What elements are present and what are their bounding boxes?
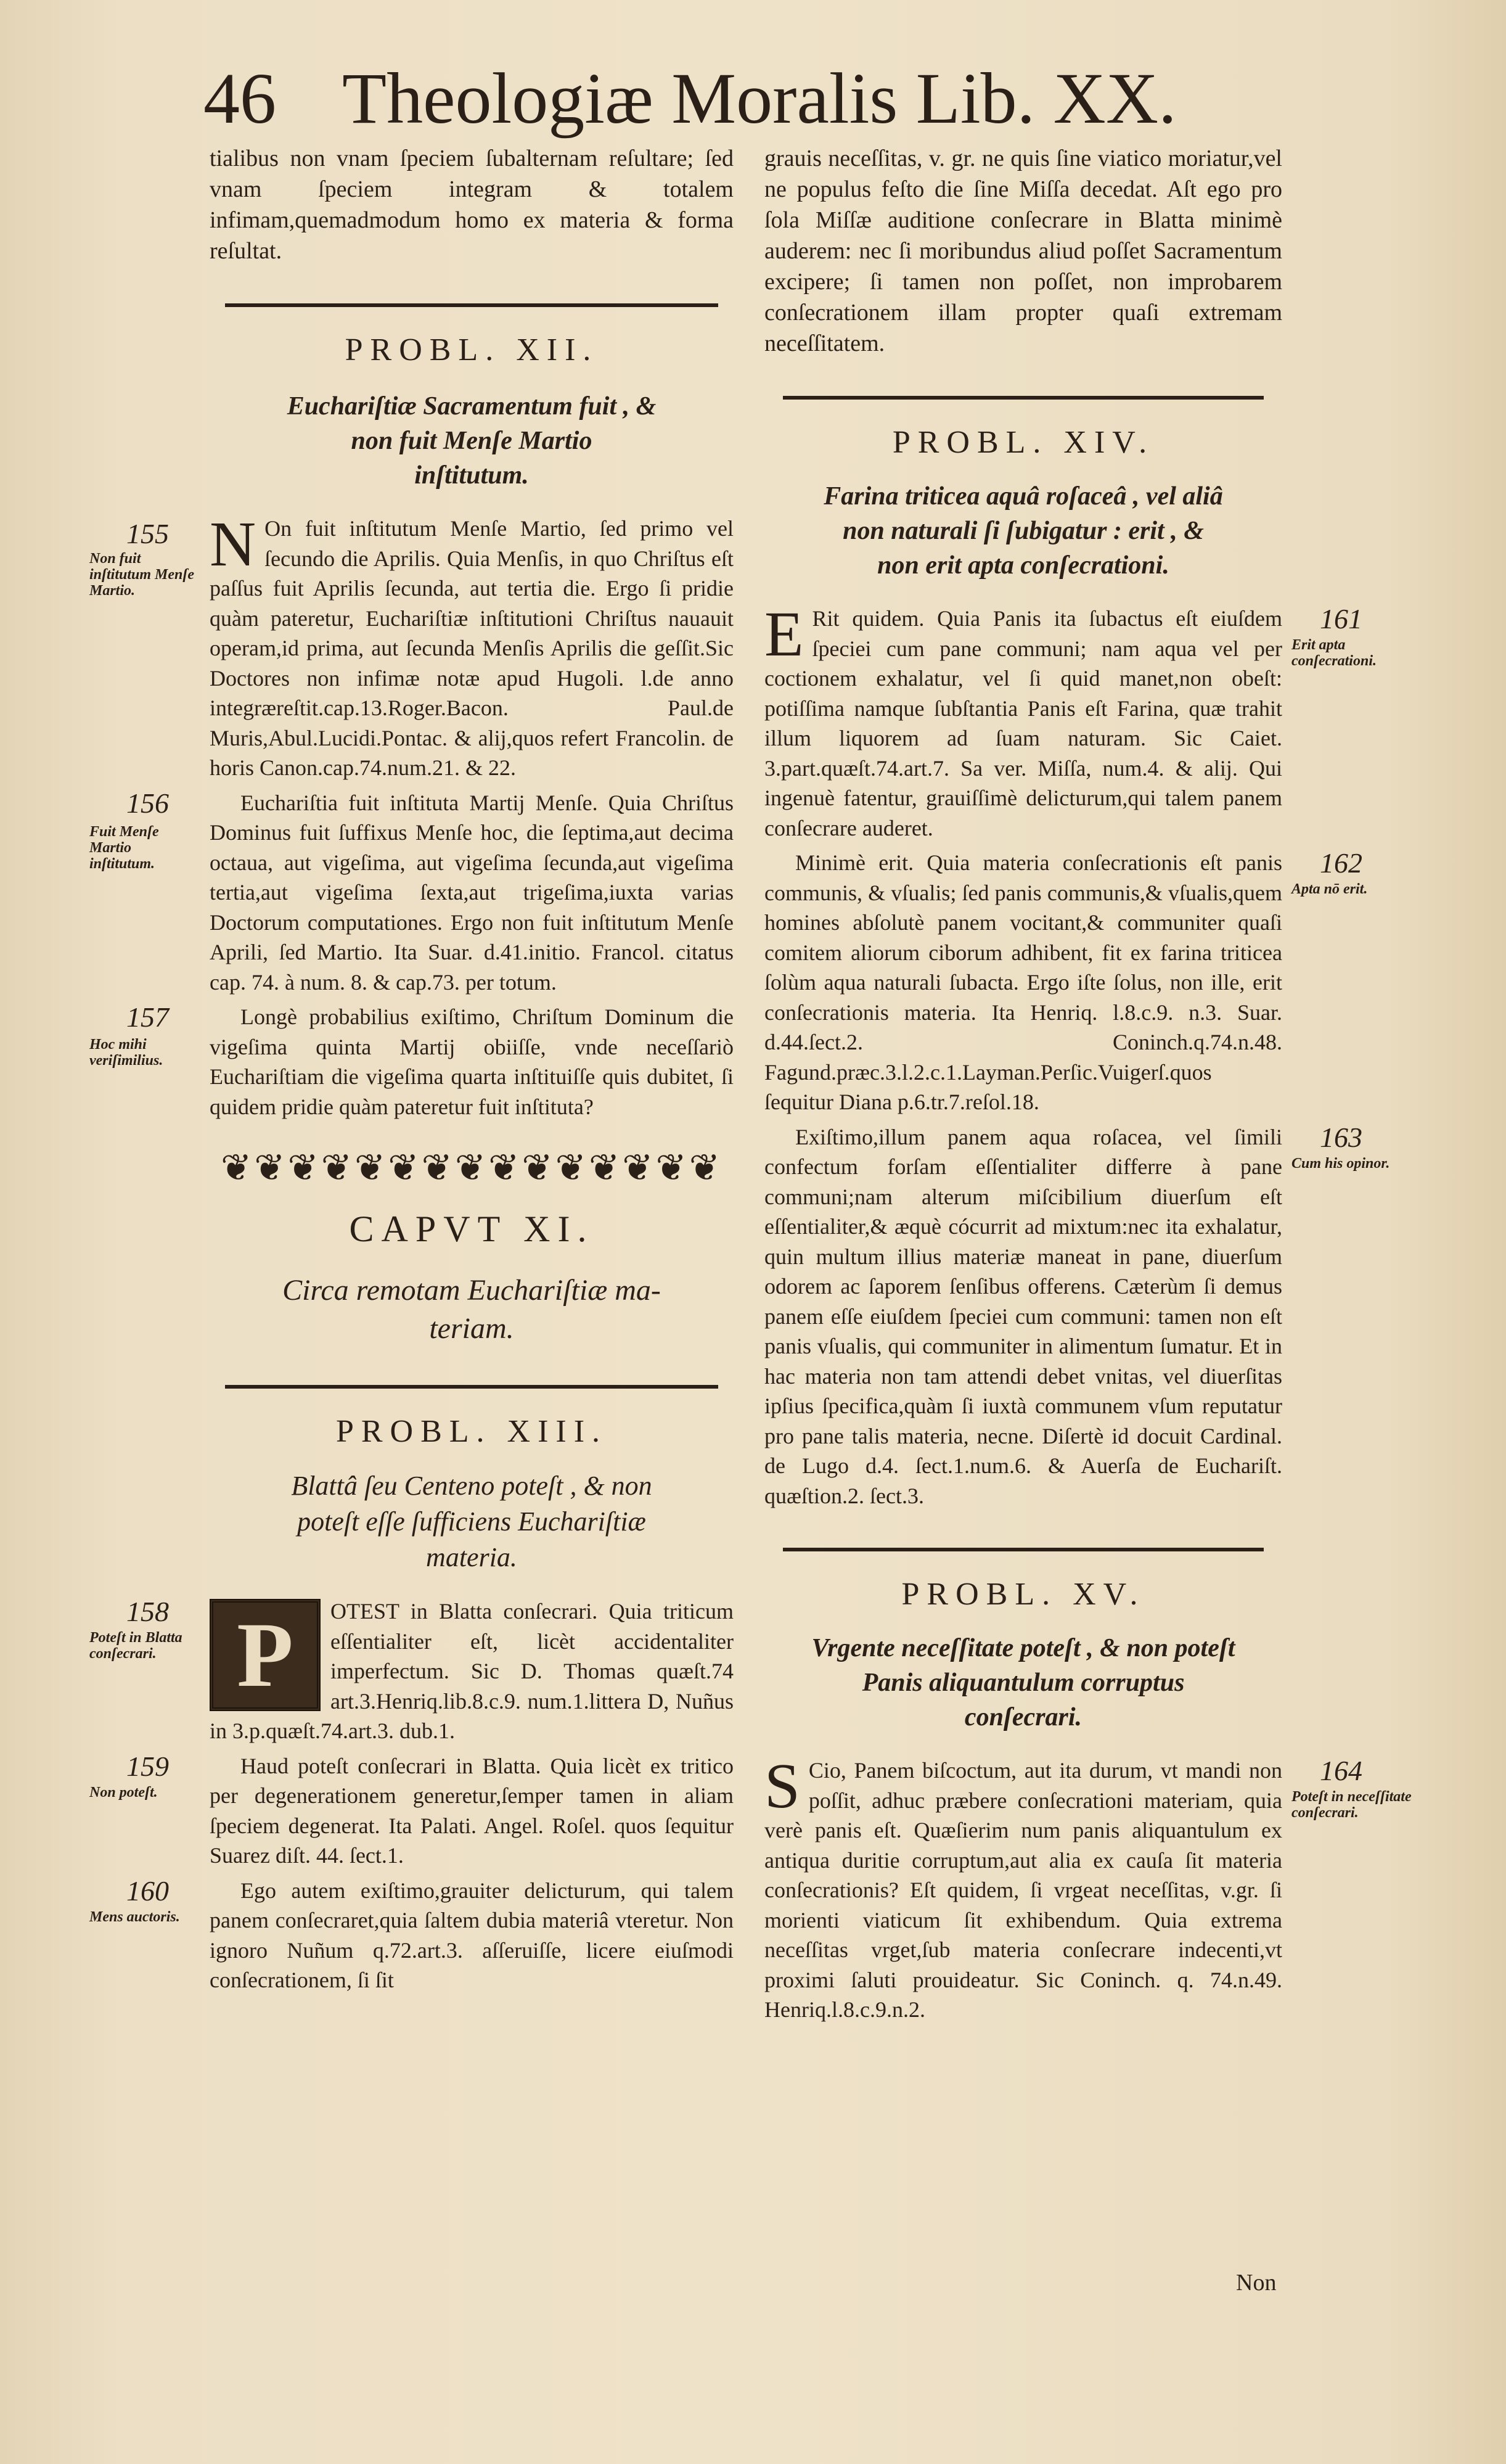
paragraph-number: 155	[126, 518, 169, 549]
margin-note: Non fuit inſtitutum Menſe Martio.	[89, 551, 195, 599]
paragraph-text: Ego autem exiſtimo,grauiter delicturum, qui talem panem conſecraret,quia ſaltem dubia materiâ vteretur. Non ignoro Nuñum q.72.art.3. aſſeruiſſe, licere eiuſmodi conſecrationem, ſi ſit	[210, 1878, 734, 1992]
problem-title: Vrgente neceſſitate poteſt , & non poteſt	[811, 1634, 1235, 1662]
paragraph-164	[764, 1751, 1412, 2025]
paragraph-number: 158	[126, 1596, 169, 1627]
margin-note: Poteſt in Blatta conſecrari.	[89, 1630, 182, 1662]
margin-note: Hoc mihi veriſimilius.	[89, 1037, 163, 1069]
margin-note: Mens auctoris.	[89, 1908, 180, 1925]
paragraph-160	[89, 1875, 734, 1995]
problem-title: non erit apta conſecrationi.	[877, 551, 1169, 580]
problem-heading: PROBL. XV.	[901, 1577, 1145, 1612]
paragraph-text: On fuit inſtitutum Menſe Martio, ſed primo vel ſecundo die Aprilis. Quia Menſis, in quo Chriſtus eſt paſſus fuit Aprilis ſecunda, aut tertia die. Ergo ſi pridie quàm pateretur, Euchariſtiæ inſtitutioni Chriſtus nauauit operam,id prima, aut ſecunda Menſis Aprilis die geſſit.Sic Doctores non infimæ notæ apud Hugoli. l.de anno integræreſtit.cap.13.Roger.Bacon. Paul.de Muris,Abul.Lucidi.Pontac. & alij,quos refert Francolin. de horis Canon.cap.74.num.21. & 22.	[210, 516, 734, 780]
paragraph-number: 161	[1320, 603, 1362, 634]
margin-note: Cum his opinor.	[1291, 1155, 1390, 1172]
fleuron-ornament: ❦❦❦❦❦❦❦❦❦❦❦❦❦❦❦	[220, 1148, 723, 1188]
page-number: 46	[203, 58, 276, 139]
paragraph-text: Minimè erit. Quia materia conſecrationis eſt panis communis, & vſualis; ſed panis communis,& vſualis,quem homines abſolutè panem vocitant,& communiter quaſi comitem aliorum ciborum adhibent, fit ex farina triticea ſolùm aqua naturali ſubacta. Ergo iſte ſolus, non ille, erit conſecrationis materia. Ita Henriq. l.8.c.9. n.3. Suar. d.44.ſect.2. Coninch.q.74.n.48. Fagund.præc.3.l.2.c.1.Layman.Perſic.Vuigerſ.quos ſequitur Diana p.6.tr.7.reſol.18.	[764, 850, 1282, 1114]
paragraph-158	[89, 1596, 734, 1746]
paragraph-number: 160	[126, 1875, 169, 1907]
paragraph-text: Cio, Panem biſcoctum, aut ita durum, vt mandi non poſſit, adhuc præbere conſecrationi materiam, quia verè panis eſt. Quæſierim num panis aliquantulum ex antiqua duritie corruptum,aut alia ex cauſa ſit materia conſecrationis? Eſt quidem, ſi vrgeat neceſſitas, v.gr. ſi morienti viaticum ſit exhibendum. Quia extrema neceſſitas vrget,ſub materia conſecrare indecenti,vt proximi ſaluti prouideatur. Sic Coninch. q. 74.n.49. Henriq.l.8.c.9.n.2.	[764, 1758, 1282, 2022]
margin-note: Poteſt in neceſſitate conſecrari.	[1291, 1789, 1412, 1821]
problem-title: Euchariſtiæ Sacramentum fuit , &	[287, 392, 657, 421]
problem-title: Farina triticea aquâ roſaceâ , vel aliâ	[824, 482, 1223, 511]
paragraph-161	[764, 599, 1377, 843]
paragraph-text: OTEST in Blatta conſecrari. Quia triticum eſſentialiter eſt, licèt accidentaliter imperfectum. Sic D. Thomas quæſt.74 art.3.Henriq.lib.8.c.9. num.1.littera D, Nuñus in 3.p.quæſt.74.art.3. dub.1.	[210, 1599, 734, 1743]
problem-heading: PROBL. XIII.	[335, 1414, 608, 1449]
carry-over-text: tialibus non vnam ſpeciem ſubalternam reſultare; ſed vnam ſpeciem integram & totalem infimam,quemadmodum homo ex materia & forma reſultat.	[210, 146, 734, 264]
catchword: Non	[1236, 2270, 1277, 2296]
problem-title: inſtitutum.	[414, 461, 529, 490]
paragraph-156	[89, 787, 734, 998]
page-header	[203, 59, 1344, 139]
paragraph-162	[764, 847, 1368, 1117]
paragraph-text: Longè probabilius exiſtimo, Chriſtum Dominum die vigeſima quinta Martij obiiſſe, vnde neceſſariò Euchariſtiam die vigeſima quarta inſtituiſſe quis dubitet, ſi quidem pridie quàm pateretur fuit inſtituta?	[210, 1004, 734, 1119]
paragraph-number: 159	[126, 1750, 169, 1782]
left-column	[89, 143, 734, 1995]
drop-capital: N	[210, 509, 256, 580]
running-title: Theologiæ Moralis Lib. XX.	[342, 58, 1177, 139]
problem-title: poteſt eſſe ſufficiens Euchariſtiæ	[297, 1506, 646, 1537]
problem-title: non fuit Menſe Martio	[351, 427, 592, 455]
problem-title: Blattâ ſeu Centeno poteſt , & non	[291, 1471, 652, 1501]
drop-capital: E	[764, 599, 804, 670]
paragraph-number: 156	[126, 787, 169, 819]
problem-title: Panis aliquantulum corruptus	[862, 1669, 1185, 1697]
margin-note: Erit apta conſecrationi.	[1291, 637, 1377, 669]
margin-note: Fuit Menſe Martio inſtitutum.	[89, 823, 159, 872]
carry-over-text: grauis neceſſitas, v. gr. ne quis ſine viatico moriatur,vel ne populus feſto die ſine Miſſa decedat. Aſt ego pro ſola Miſſæ auditione conſecrare in Blatta minimè auderem: nec ſi moribundus aliud poſſet Sacramentum excipere; ſi tamen non poſſet, non improbarem conſecrationem illam propter quaſi extremam neceſſitatem.	[764, 146, 1282, 356]
paragraph-number: 162	[1320, 847, 1362, 879]
problem-heading: PROBL. XIV.	[892, 425, 1155, 460]
paragraph-155	[89, 509, 734, 783]
chapter-title: Circa remotam Euchariſtiæ ma-	[282, 1274, 661, 1307]
chapter-heading: CAPVT XI.	[349, 1209, 594, 1249]
paragraph-number: 163	[1320, 1121, 1362, 1153]
paragraph-text: Rit quidem. Quia Panis ita ſubactus eſt eiuſdem ſpeciei cum pane communi; nam aqua vel per coctionem exhalatur, vel ſi quid manet,non obeſt: potiſſima namque ſubſtantia Panis eſt Farina, quæ trahit illum liquorem ad ſuam naturam. Sic Caiet. 3.part.quæſt.74.art.7. Sa ver. Miſſa, num.4. & alij. Qui ingenuè fatentur, grauiſſimè delicturum,qui talem panem conſecrare auderet.	[764, 606, 1282, 840]
paragraph-text: Exiſtimo,illum panem aqua roſacea, vel ſimili confectum forſam eſſentialiter differre à pane communi;nam alterum miſcibilium diuerſum eſt eſſentialiter,& æquè cócurrit ad mixtum:nec ita exhalatur, quin multum illius materiæ maneat in pane, diuerſum odorem ac ſaporem ſenſibus offerens. Cæterùm ſi demus panem eſſe eiuſdem ſpeciei cum communi: tamen non eſt panis vſualis, qui communiter in alimentum ſumatur. Et in hac materia non tam attendi debet vnitas, vel diuerſitas ipſius ſpecifica,quàm ſi iuxtà communem vſum reputatur pro pane talis materia, necne. Diſertè id docuit Cardinal. de Lugo d.4. ſect.1.num.6. & Auerſa de Euchariſt. quæſtion.2. ſect.3.	[764, 1124, 1282, 1508]
problem-heading: PROBL. XII.	[345, 332, 599, 368]
right-column	[764, 143, 1412, 2025]
paragraph-157	[89, 1001, 734, 1122]
paragraph-number: 157	[126, 1001, 169, 1033]
paragraph-163	[764, 1121, 1390, 1511]
paragraph-159	[89, 1750, 734, 1871]
problem-title: conſecrari.	[964, 1703, 1082, 1731]
margin-note: Non poteſt.	[89, 1784, 158, 1801]
paragraph-text: Haud poteſt conſecrari in Blatta. Quia licèt ex tritico per degenerationem generetur,ſemper tamen in aliam ſpeciem degenerat. Ita Palati. Angel. Roſel. quos ſequitur Suarez diſt. 44. ſect.1.	[210, 1753, 734, 1868]
paragraph-text: Euchariſtia fuit inſtituta Martij Menſe. Quia Chriſtus Dominus fuit ſuffixus Menſe hoc, die ſeptima,aut decima octaua, aut vigeſima, aut vigeſima ſecunda,aut vigeſima tertia,aut vigeſima ſexta,aut trigeſima,iuxta varias Doctorum computationes. Ergo non fuit inſtitutum Menſe Aprili, ſed Martio. Ita Suar. d.41.initio. Francol. citatus cap. 74. à num. 8. & cap.73. per totum.	[210, 790, 734, 995]
paragraph-number: 164	[1320, 1755, 1362, 1786]
problem-title: materia.	[426, 1542, 517, 1572]
chapter-title: teriam.	[429, 1312, 514, 1345]
ornamental-initial: P	[210, 1599, 321, 1711]
problem-title: non naturali ſi ſubigatur : erit , &	[843, 517, 1204, 545]
drop-capital: S	[764, 1751, 800, 1821]
margin-note: Apta nō erit.	[1291, 881, 1368, 897]
